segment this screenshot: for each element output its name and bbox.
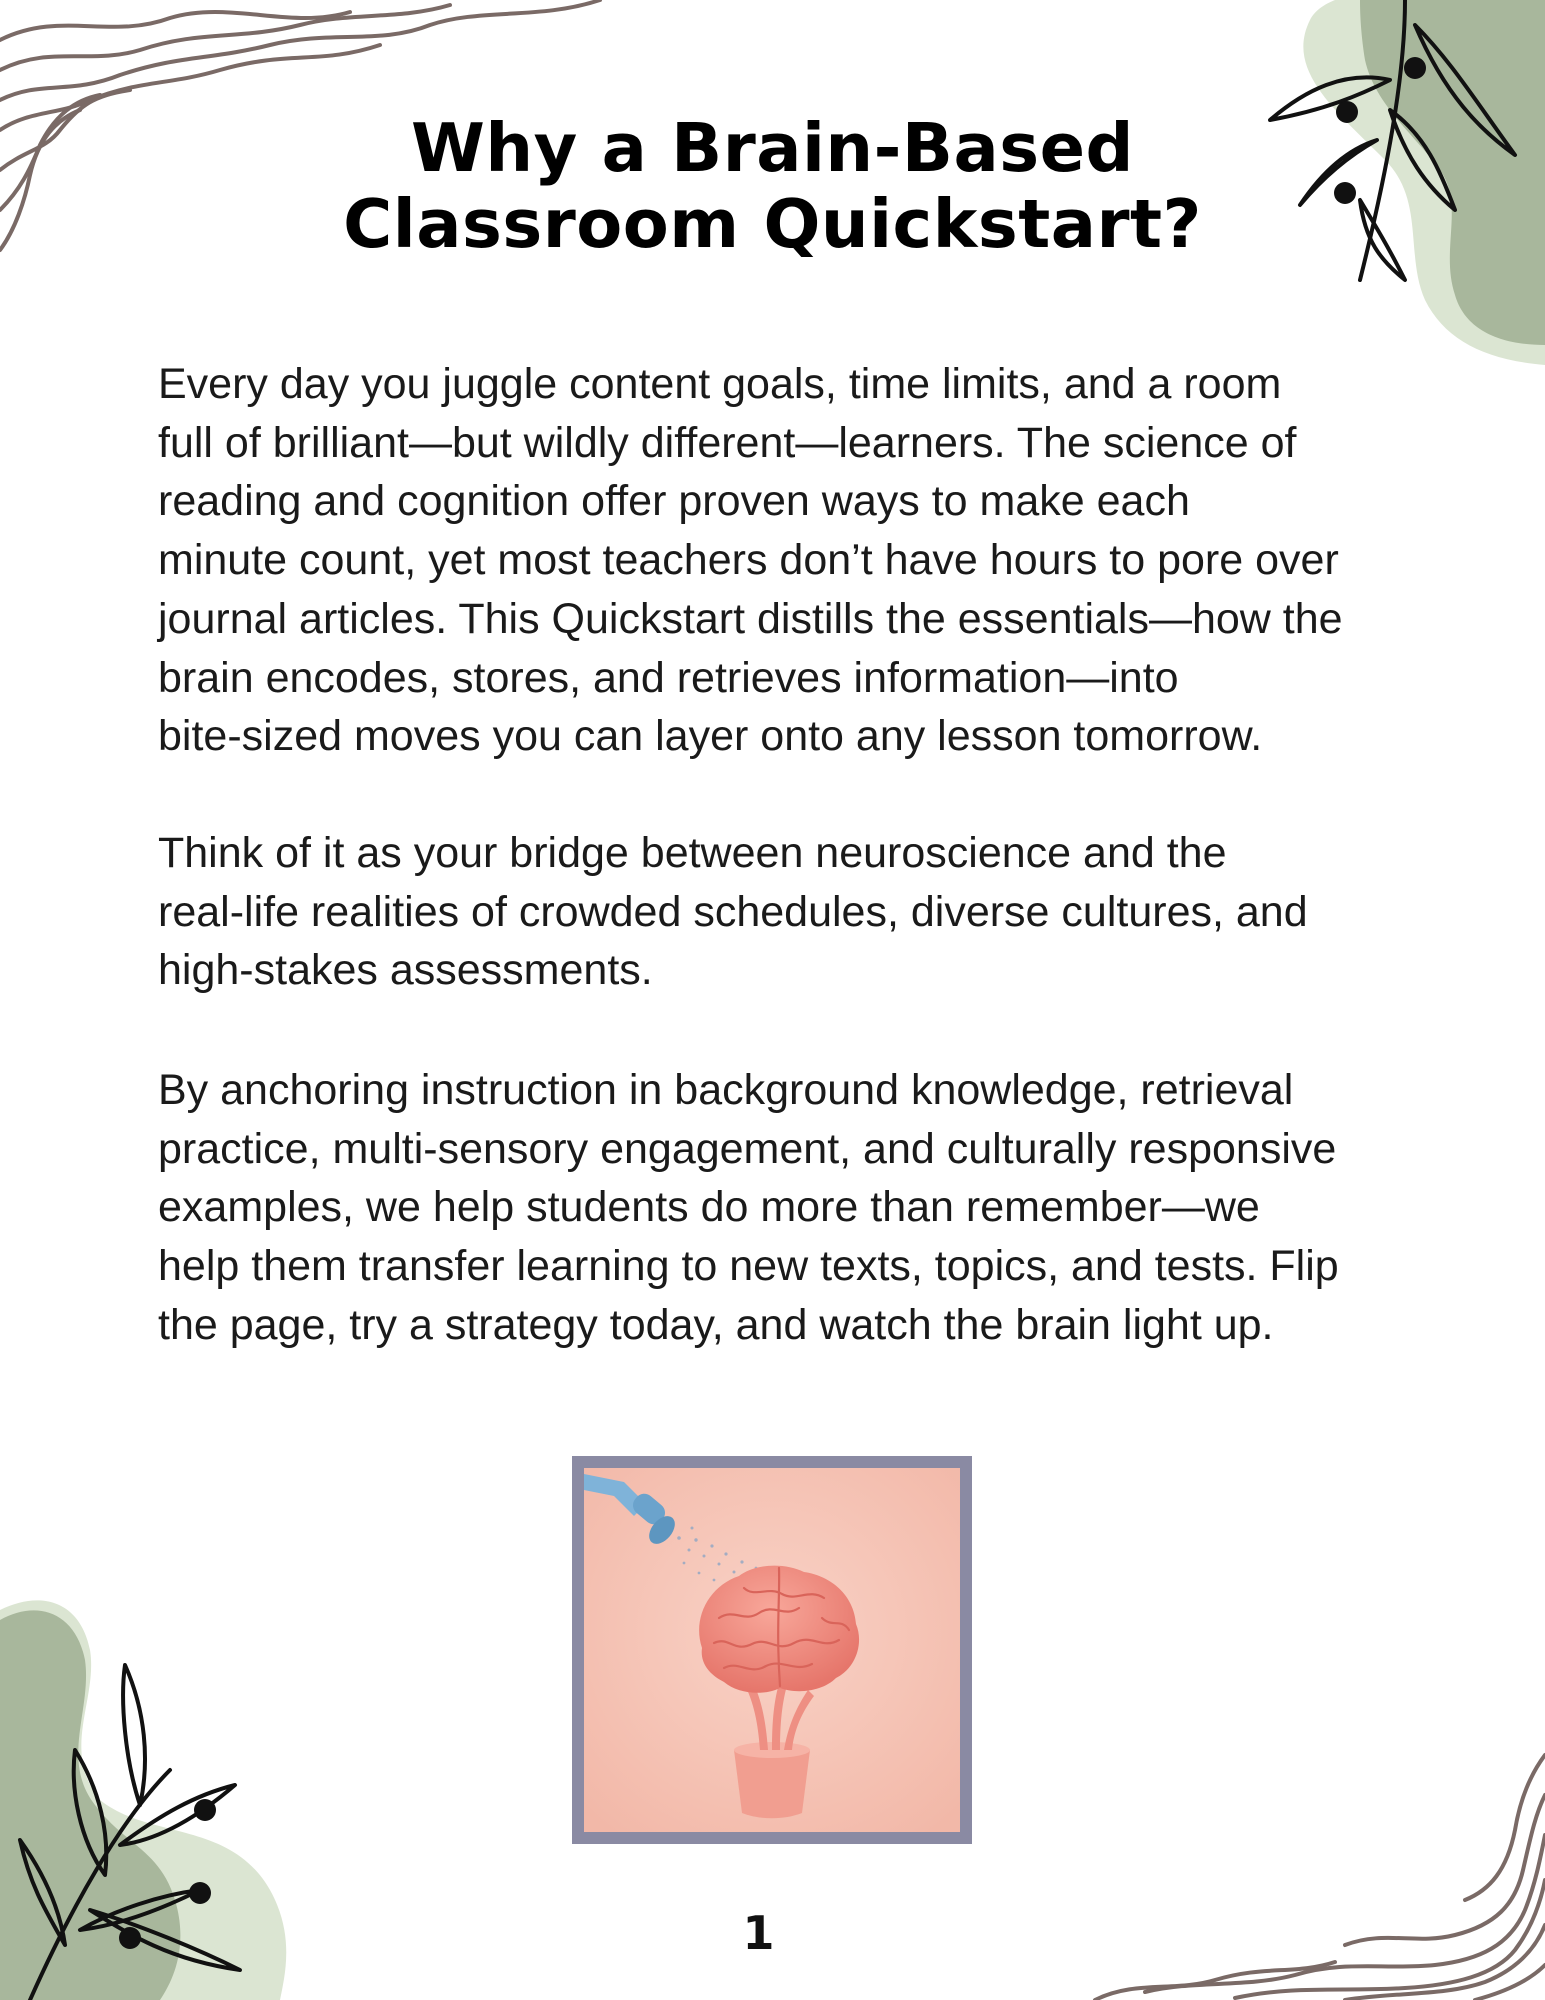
paragraph-bridge: Think of it as your bridge between neuroscience and the real-life realities of crowded schedules, diverse cultures, and high-stakes assessments.	[158, 829, 1308, 995]
paragraph-intro: Every day you juggle content goals, time limits, and a room full of brilliant—but wildly different—learners. The science of reading and cognition offer proven ways to make each minute count, yet most teachers don’t have hours to pore over journal articles. This Quickstart distills the essentials—how the brain encodes, stores, and retrieves information—into bite-sized moves you can layer onto any lesson tomorrow.	[158, 360, 1343, 761]
paragraph-conclusion: By anchoring instruction in background knowledge, retrieval practice, multi-sensory engagement, and culturally responsive examples, we help students do more than remember—we help them transfer learning to new texts, topics, and tests. Flip the page, try a strategy today, and watch the brain light up.	[158, 1066, 1339, 1349]
title-line-2: Classroom Quickstart?	[343, 185, 1202, 263]
brain-plant-illustration	[584, 1468, 960, 1832]
page-title	[0, 110, 1545, 262]
title-line-1: Why a Brain-Based	[411, 109, 1134, 187]
brain-photo-frame	[572, 1456, 972, 1844]
page-number: 1	[742, 1906, 775, 1960]
